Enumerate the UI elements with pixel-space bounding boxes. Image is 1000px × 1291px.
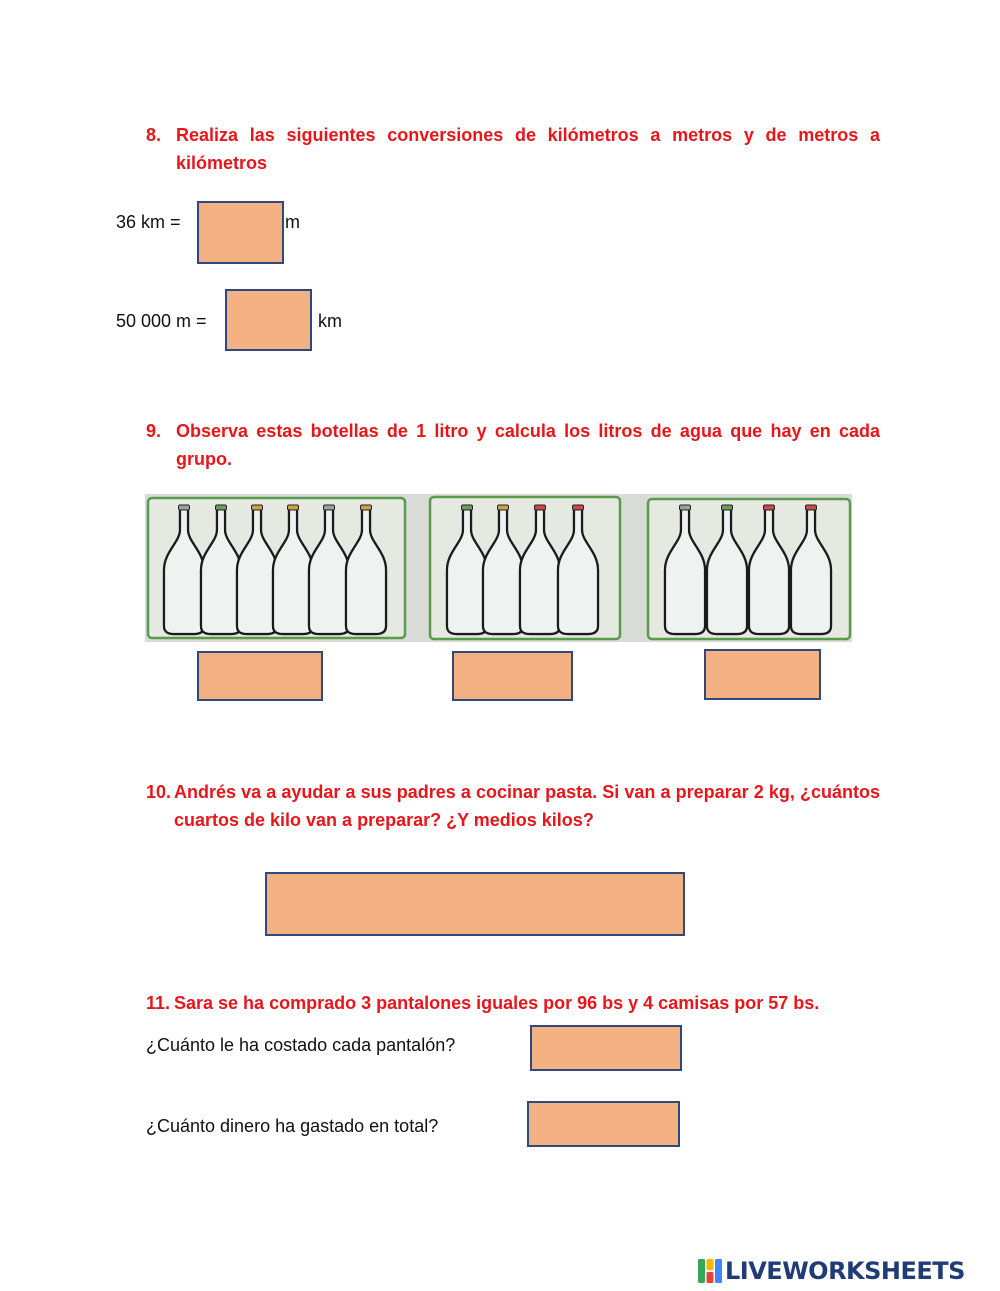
question-11-sub2: ¿Cuánto dinero ha gastado en total? xyxy=(146,1116,439,1136)
question-10-text-line1: Andrés va a ayudar a sus padres a cocinar pasta. Si van a preparar 2 kg, ¿cuántos xyxy=(174,782,880,802)
answer-box-trouser-price[interactable] xyxy=(530,1025,682,1071)
question-11-text: Sara se ha comprado 3 pantalones iguales por 96 bs y 4 camisas por 57 bs. xyxy=(174,993,820,1013)
question-10 xyxy=(146,778,880,834)
answer-box-pasta[interactable] xyxy=(265,872,685,936)
answer-box-m-to-km[interactable] xyxy=(225,289,312,351)
question-10-number: 10. xyxy=(146,782,172,802)
conversion-2-unit: km xyxy=(318,311,342,331)
question-9 xyxy=(146,417,880,473)
question-9-number: 9. xyxy=(146,421,162,441)
conversion-1-label: 36 km = xyxy=(116,212,181,232)
question-11 xyxy=(146,989,880,1017)
question-8-text-line1: Realiza las siguientes conversiones de kilómetros a metros y de metros a xyxy=(176,125,880,145)
question-10-text-line2: cuartos de kilo van a preparar? ¿Y medios kilos? xyxy=(174,810,594,830)
question-9-text-line2: grupo. xyxy=(176,449,232,469)
question-8-text-line2: kilómetros xyxy=(176,153,268,173)
answer-box-group-1[interactable] xyxy=(197,651,323,701)
question-11-number: 11. xyxy=(146,993,171,1013)
question-8 xyxy=(146,121,880,177)
question-8-number: 8. xyxy=(146,125,162,145)
conversion-2-label: 50 000 m = xyxy=(116,311,207,331)
answer-box-total-spent[interactable] xyxy=(527,1101,680,1147)
liveworksheets-mark-icon xyxy=(697,1258,723,1284)
answer-box-km-to-m[interactable] xyxy=(197,201,284,264)
liveworksheets-logo xyxy=(697,1256,965,1286)
answer-box-group-2[interactable] xyxy=(452,651,573,701)
question-11-sub1: ¿Cuánto le ha costado cada pantalón? xyxy=(146,1035,456,1055)
answer-box-group-3[interactable] xyxy=(704,649,821,700)
bottles-photo xyxy=(145,494,852,642)
question-9-text-line1: Observa estas botellas de 1 litro y calcula los litros de agua que hay en cada xyxy=(176,421,880,441)
liveworksheets-brand: LIVEWORKSHEETS xyxy=(725,1257,965,1285)
conversion-1-unit: m xyxy=(285,212,300,232)
